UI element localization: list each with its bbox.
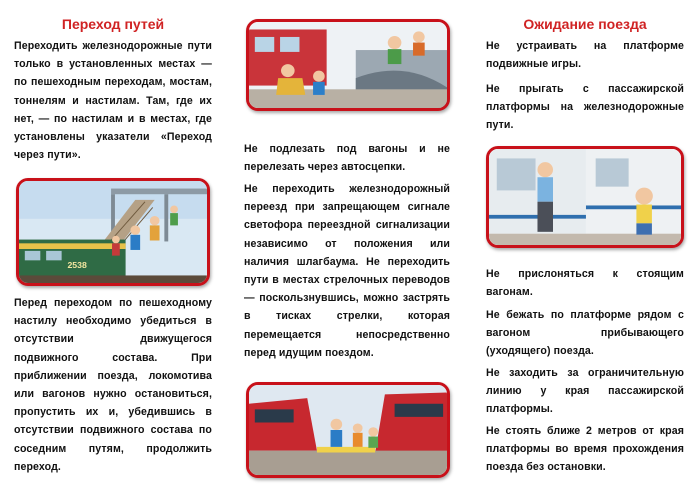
waiting-paragraph-6: Не стоять ближе 2 метров от края платформы во время прохождения поезда без остановки. — [486, 425, 684, 474]
waiting-paragraph-1: Не устраивать на платформе подвижные игры. — [486, 40, 684, 71]
column-waiting — [486, 0, 684, 495]
rules-paragraph-2: Не переходить железнодорожный переезд при запрещающем сигнале светофора переездной сигнализации независимо от положения или наличия шлагбаума. Не переходить пути в местах стрелочных переводов — поскользнувшись, можно застрять в тисках стрелки, которая перемещается непосредственно перед идущим поездом. — [244, 183, 450, 359]
leaning-wagon-image — [486, 146, 684, 248]
waiting-paragraph-3: Не прислоняться к стоящим вагонам. — [486, 268, 684, 299]
platform-train-image — [246, 382, 450, 478]
column-crossing — [14, 0, 212, 495]
waiting-paragraph-5: Не заходить за ограничительную линию у края пассажирской платформы. — [486, 367, 684, 416]
rules-paragraph-1: Не подлезать под вагоны и не перелезать через автосцепки. — [244, 143, 450, 174]
under-wagon-image — [246, 19, 450, 111]
crossing-paragraph-2: Перед переходом по пешеходному настилу необходимо убедиться в отсутствии движущегося подвижного состава. При приближении поезда, локомотива или вагонов нужно остановиться, пропустить их и, убедившись в отсутствии подвижного состава по соседним путям, продолжить переход. — [14, 297, 212, 473]
column-rules — [244, 0, 450, 495]
waiting-paragraph-2: Не прыгать с пассажирской платформы на железнодорожные пути. — [486, 83, 684, 132]
crossing-paragraph-1: Переходить железнодорожные пути только в установленных местах — по пешеходным переходам, мостам, тоннелям и настилам. Там, где их нет, — по настилам и в местах, где установлены указатели «Переход через пути». — [14, 40, 212, 162]
loco-number: 2538 — [67, 259, 87, 270]
waiting-paragraph-4: Не бежать по платформе рядом с вагоном прибывающего (уходящего) поезда. — [486, 309, 684, 358]
heading-crossing: Переход путей — [61, 16, 165, 32]
crossing-bridge-image — [16, 178, 210, 286]
heading-waiting: Ожидание поезда — [523, 16, 647, 32]
